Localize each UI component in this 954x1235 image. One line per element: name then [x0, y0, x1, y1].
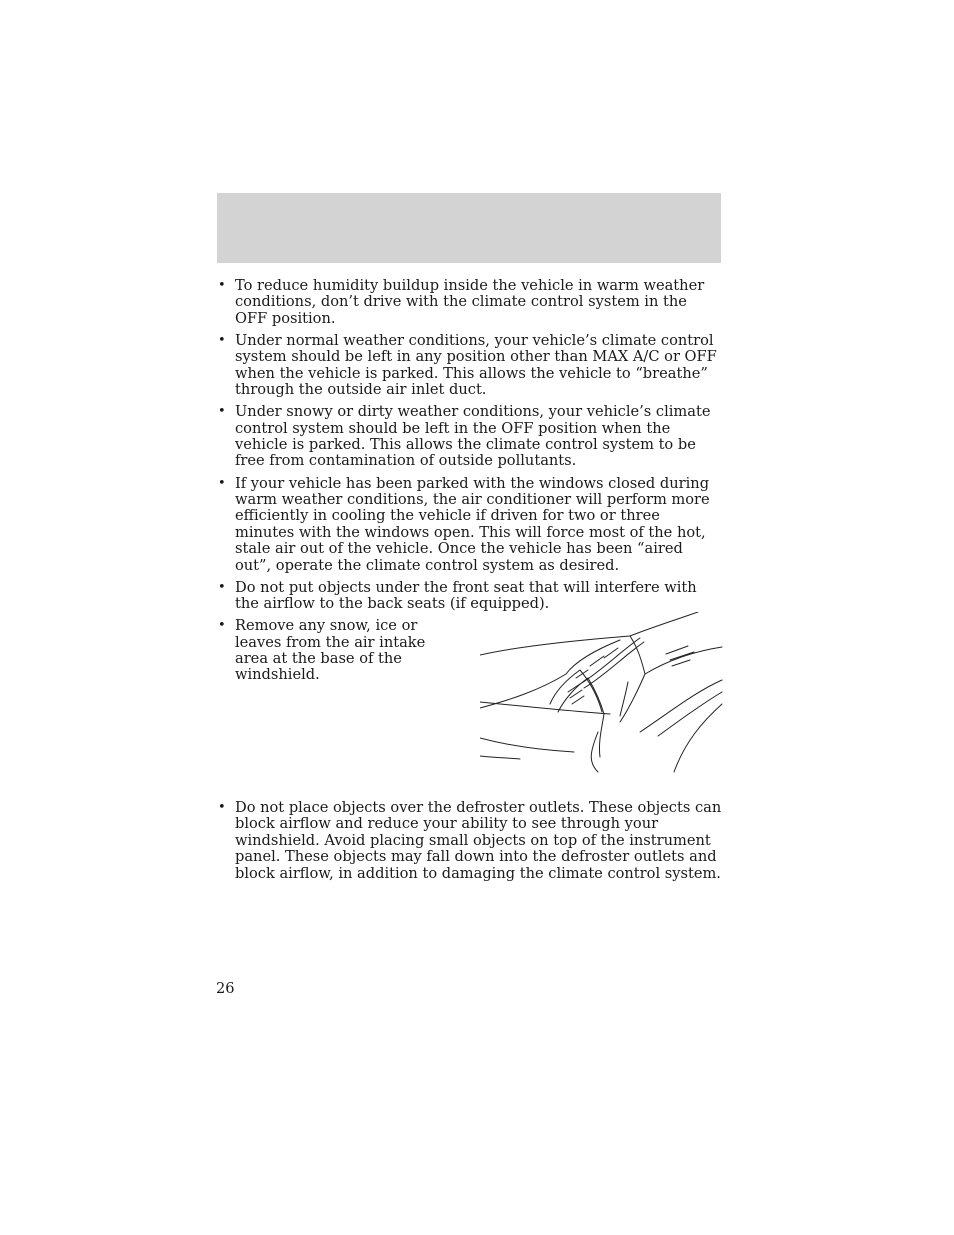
list-item-text: Do not place objects over the defroster outlets. These objects can block airflow and reduce your ability to see through your windshield. Avoid placing small objects on top of the instrument panel. These objects may fall down into the defroster outlets and block airflow, in addition to damaging the climate control system.: [235, 799, 722, 882]
bullet-marker: •: [218, 475, 226, 491]
list-item-text: Under normal weather conditions, your vehicle’s climate control system should be left in any position other than MAX A/C or OFF when the vehicle is parked. This allows the vehicle to “breathe” through the outside air inlet duct.: [235, 331, 717, 399]
list-item-text: Under snowy or dirty weather conditions, your vehicle’s climate control system should be left in the OFF position when the vehicle is parked. This allows the climate control system to be free from contamination of outside pollutants.: [235, 403, 711, 470]
list-item: [216, 618, 722, 818]
list-item: [216, 580, 722, 613]
list-item: [216, 800, 722, 882]
list-item-text: Remove any snow, ice or leaves from the air intake area at the base of the windshield.: [235, 617, 426, 684]
list-item: [216, 476, 722, 574]
windshield-air-intake-illustration: [480, 612, 725, 782]
list-item: [216, 333, 722, 399]
page-number: 26: [216, 980, 235, 997]
list-item-text: To reduce humidity buildup inside the vehicle in warm weather conditions, don’t drive with the climate control system in the OFF position.: [235, 277, 705, 327]
bullet-marker: •: [218, 332, 226, 348]
bullet-marker: •: [218, 404, 226, 420]
list-item-text: Do not put objects under the front seat that will interfere with the airflow to the back seats (if equipped).: [235, 578, 697, 613]
bullet-marker: •: [218, 618, 226, 634]
section-header-band: [217, 193, 721, 263]
list-item-text: If your vehicle has been parked with the windows closed during warm weather conditions, the air conditioner will perform more efficiently in cooling the vehicle if driven for two or three minutes with the windows open. This will force most of the hot, stale air out of the vehicle. Once the vehicle has been “aired out”, operate the climate control system as desired.: [235, 474, 710, 574]
list-item: [216, 278, 722, 327]
bullet-marker: •: [218, 800, 226, 815]
bullet-list: [216, 278, 722, 824]
bullet-list: [216, 800, 722, 888]
bullet-marker: •: [218, 579, 226, 595]
list-item: [216, 404, 722, 470]
bullet-marker: •: [218, 278, 226, 293]
